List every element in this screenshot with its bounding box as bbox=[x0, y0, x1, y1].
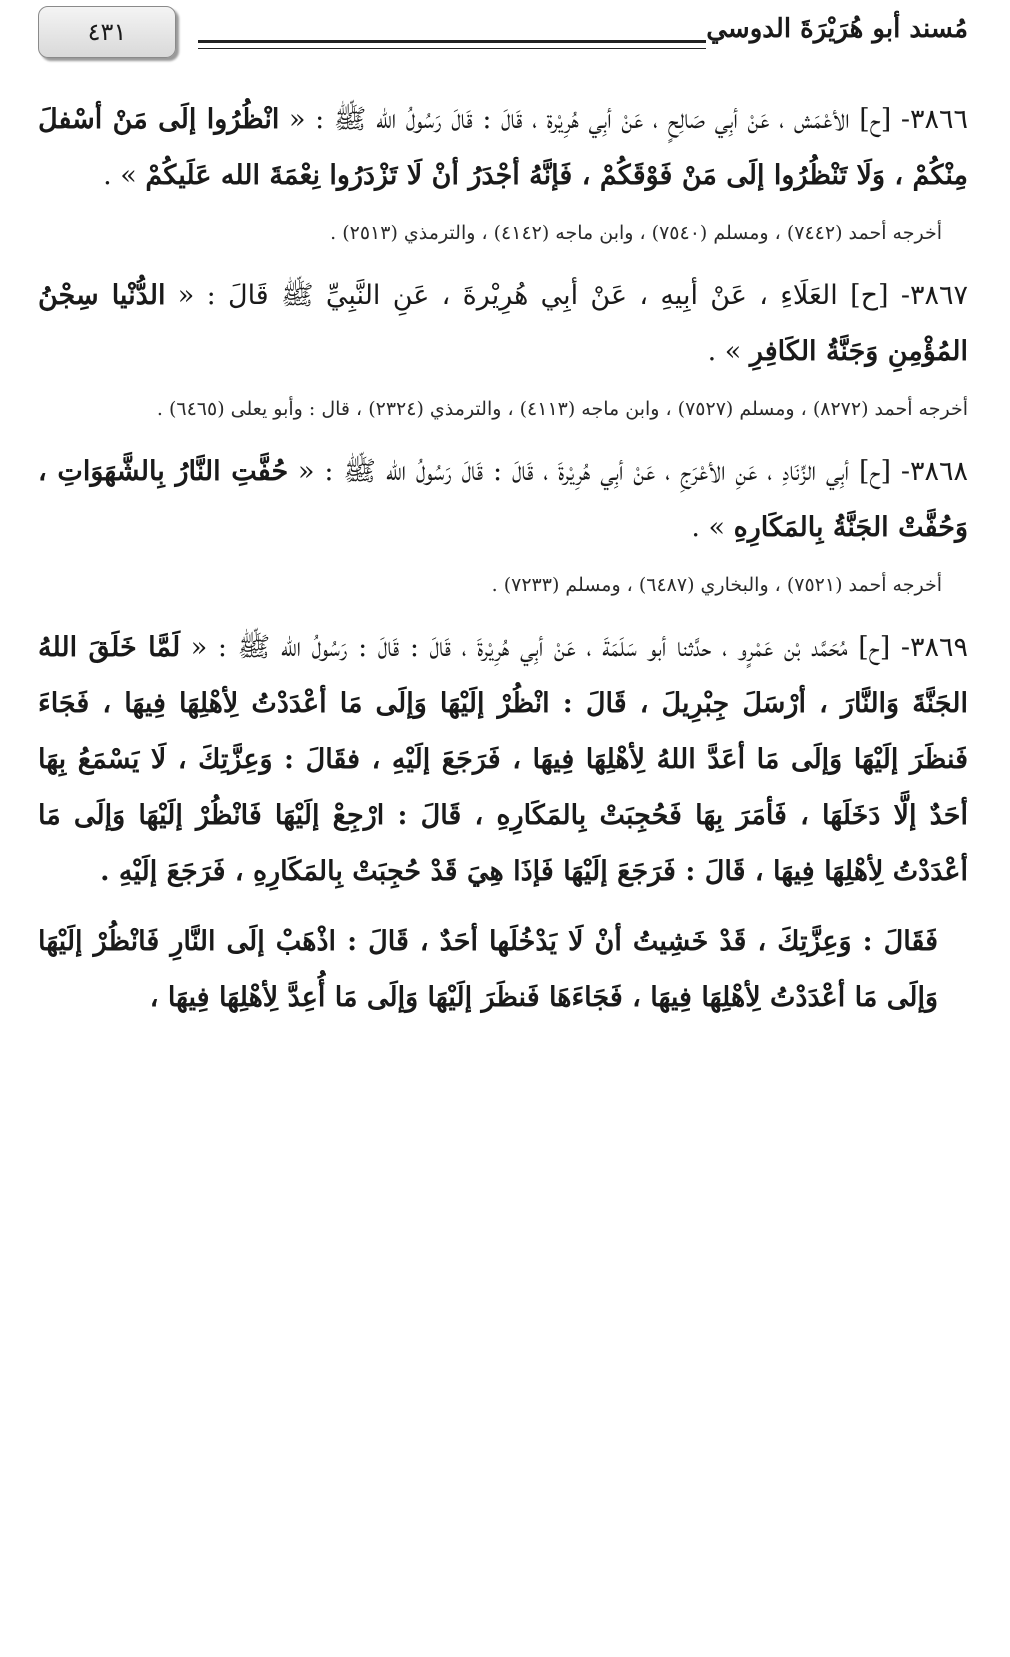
hadith-3868 bbox=[38, 444, 968, 556]
hadith-3869-continuation bbox=[38, 914, 968, 1026]
header-rule-thick bbox=[198, 40, 706, 43]
hadith-isnad: [ح] أبِي الزِّنَادِ ، عَنِ الأعْرَجِ ، عَنْ أبِي هُرِيْرةَ ، قَالَ : قَالَ رَسُولُ الله ﷺ : « bbox=[288, 456, 901, 487]
hadith-matn: حُفَّتِ النَّارُ بِالشَّهَوَاتِ ، وَحُفَّتْ الجَنَّةُ بِالمَكَارِهِ bbox=[38, 456, 968, 543]
page-header bbox=[38, 6, 968, 62]
running-title: مُسند أبو هُرَيْرَةَ الدوسي bbox=[706, 14, 968, 44]
hadith-matn: انْظُرُوا إلَى مَنْ أسْفلَ مِنْكُمْ ، وَلَا تَنْظُرُوا إلَى مَنْ فَوْقَكُمْ ، فَإنَّهُ أجْدَرُ أنْ لَا تَزْدَرُوا نِعْمَةَ الله عَلَيكُمْ bbox=[38, 104, 968, 191]
hadith-3867 bbox=[38, 268, 968, 380]
hadith-3866 bbox=[38, 92, 968, 204]
hadith-isnad: [ح] مُحَمَّد بْن عَمْرٍو ، حدَّثنا أبو سَلَمَةَ ، عَنْ أبِي هُرِيْرةَ ، قَالَ : قَالَ : رَسُولُ الله ﷺ : « bbox=[180, 632, 901, 663]
paragraph-gap bbox=[38, 900, 968, 914]
hadith-ending: » . bbox=[691, 512, 734, 543]
takhrij-3866: أخرجه أحمد (٧٤٤٢) ، ومسلم (٧٥٤٠) ، وابن ماجه (٤١٤٢) ، والترمذي (٢٥١٣) . bbox=[330, 222, 942, 244]
hadith-number: ٣٨٦٩- bbox=[900, 632, 968, 663]
hadith-isnad: [ح] العَلَاءِ ، عَنْ أبِيهِ ، عَنْ أبِي هُرِيْرةَ ، عَنِ النَّبِيِّ ﷺ قَالَ : « bbox=[165, 280, 901, 311]
hadith-matn-continuation: فَقَالَ : وَعِزَّتِكَ ، قَدْ خَشِيتُ أنْ لَا يَدْخُلَها أحَدٌ ، قَالَ : اذْهَبْ إلَى النَّارِ فَانْظُرْ إلَيْهَا وَإلَى مَا أعْدَدْتُ لِأهْلِهَا فِيهَا ، فَجَاءَهَا فَنظَرَ إلَيْهَا وَإلَى مَا أُعِدَّ لِأهْلِهَا فِيهَا ، bbox=[38, 926, 938, 1013]
hadith-3869 bbox=[38, 620, 968, 900]
takhrij-3867: أخرجه أحمد (٨٢٧٢) ، ومسلم (٧٥٢٧) ، وابن ماجه (٤١١٣) ، والترمذي (٢٣٢٤) ، قال : وأبو يعلى (٦٤٦٥) . bbox=[156, 398, 968, 420]
hadith-number: ٣٨٦٨- bbox=[900, 456, 968, 487]
header-rule-thin bbox=[198, 48, 706, 49]
hadith-ending: » . bbox=[103, 160, 146, 191]
page-content bbox=[38, 92, 968, 1026]
book-page bbox=[38, 0, 968, 1657]
page-number: ٤٣١ bbox=[38, 6, 176, 58]
hadith-ending: » . bbox=[707, 336, 750, 367]
hadith-isnad: [ح] الأعْمَش ، عَنْ أبِي صَالِحٍ ، عَنْ أبِي هُرِيْرة ، قَالَ : قَالَ رَسُولُ الله ﷺ : « bbox=[279, 104, 901, 135]
takhrij-3868: أخرجه أحمد (٧٥٢١) ، والبخاري (٦٤٨٧) ، ومسلم (٧٢٣٣) . bbox=[491, 574, 942, 596]
hadith-matn: لَمَّا خَلَقَ اللهُ الجَنَّةَ وَالنَّارَ ، أرْسَلَ جِبْرِيلَ ، قَالَ : انْظُرْ إلَيْهَا وَإلَى مَا أعْدَدْتُ لِأهْلِهَا فِيهَا ، فَجَاءَ فَنظَرَ إلَيْهَا وَإلَى مَا أعَدَّ اللهُ لِأهْلِهَا فِيهَا ، فَرَجَعَ إلَيْهِ ، فقَالَ : وَعِزَّتِكَ ، لَا يَسْمَعُ بِهَا أحَدٌ إلَّا دَخَلَهَا ، فَأمَرَ بِهَا فَحُجِبَتْ بِالمَكَارِهِ ، قَالَ : ارْجِعْ إلَيْهَا فَانْظُرْ إلَيْهَا وَإلَى مَا أعْدَدْتُ لِأهْلِهَا فِيهَا ، قَالَ : فَرَجَعَ إلَيْهَا فَإذَا هِيَ قَدْ حُجِبَتْ بِالمَكَارِهِ ، فَرَجَعَ إلَيْهِ . bbox=[38, 632, 968, 887]
hadith-matn: الدُّنْيا سِجْنُ المُؤْمِنِ وَجَنَّةُ الكَافِرِ bbox=[38, 280, 968, 367]
hadith-number: ٣٨٦٧- bbox=[900, 280, 968, 311]
hadith-number: ٣٨٦٦- bbox=[900, 104, 968, 135]
